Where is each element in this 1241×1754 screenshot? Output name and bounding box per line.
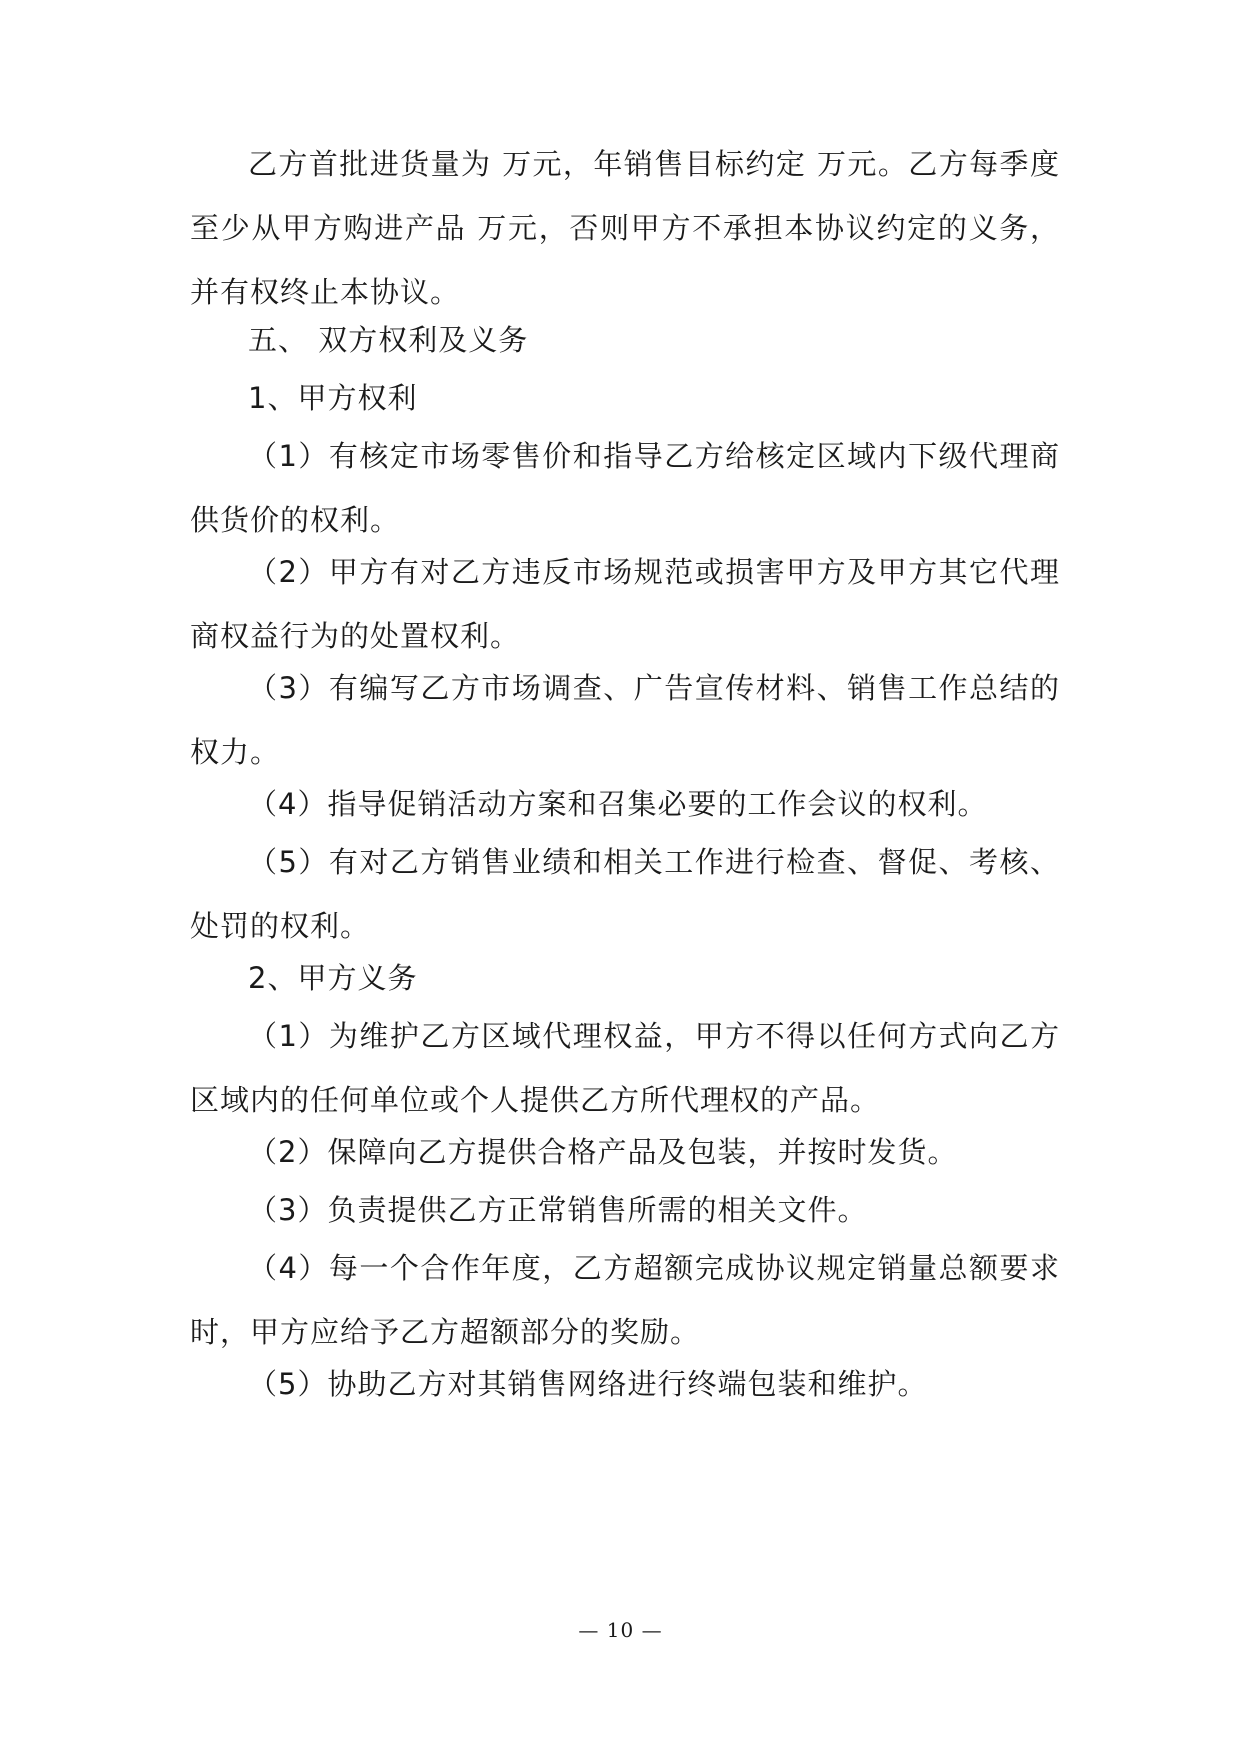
paragraph-first-order-volume: 乙方首批进货量为 万元，年销售目标约定 万元。乙方每季度至少从甲方购进产品 万元，否则甲方不承担本协议约定的义务， 并有权终止本协议。 bbox=[190, 147, 1060, 309]
paragraph-right-4: （4）指导促销活动方案和召集必要的工作会议的权利。 bbox=[248, 787, 988, 821]
paragraph-obligation-5: （5）协助乙方对其销售网络进行终端包装和维护。 bbox=[248, 1367, 928, 1401]
page-number: — 10 — bbox=[578, 1618, 663, 1642]
paragraph-right-5: （5）有对乙方销售业绩和相关工作进行检查、督促、考核、处罚的权利。 bbox=[190, 845, 1060, 943]
subheading-party-a-obligations: 2、甲方义务 bbox=[248, 961, 418, 995]
paragraph-obligation-4: （4）每一个合作年度，乙方超额完成协议规定销量总额要求时，甲方应给予乙方超额部分的奖励。 bbox=[190, 1251, 1060, 1349]
paragraph-obligation-1: （1）为维护乙方区域代理权益，甲方不得以任何方式向乙方区域内的任何单位或个人提供乙方所代理权的产品。 bbox=[190, 1019, 1060, 1117]
paragraph-obligation-2: （2）保障向乙方提供合格产品及包装，并按时发货。 bbox=[248, 1135, 958, 1169]
paragraph-obligation-3: （3）负责提供乙方正常销售所需的相关文件。 bbox=[248, 1193, 868, 1227]
paragraph-right-3: （3）有编写乙方市场调查、广告宣传材料、销售工作总结的权力。 bbox=[190, 671, 1060, 769]
paragraph-right-2: （2）甲方有对乙方违反市场规范或损害甲方及甲方其它代理商权益行为的处置权利。 bbox=[190, 555, 1060, 653]
subheading-party-a-rights: 1、甲方权利 bbox=[248, 381, 418, 415]
paragraph-right-1: （1）有核定市场零售价和指导乙方给核定区域内下级代理商供货价的权利。 bbox=[190, 439, 1060, 537]
section-heading-rights-obligations: 五、 双方权利及义务 bbox=[248, 323, 529, 357]
